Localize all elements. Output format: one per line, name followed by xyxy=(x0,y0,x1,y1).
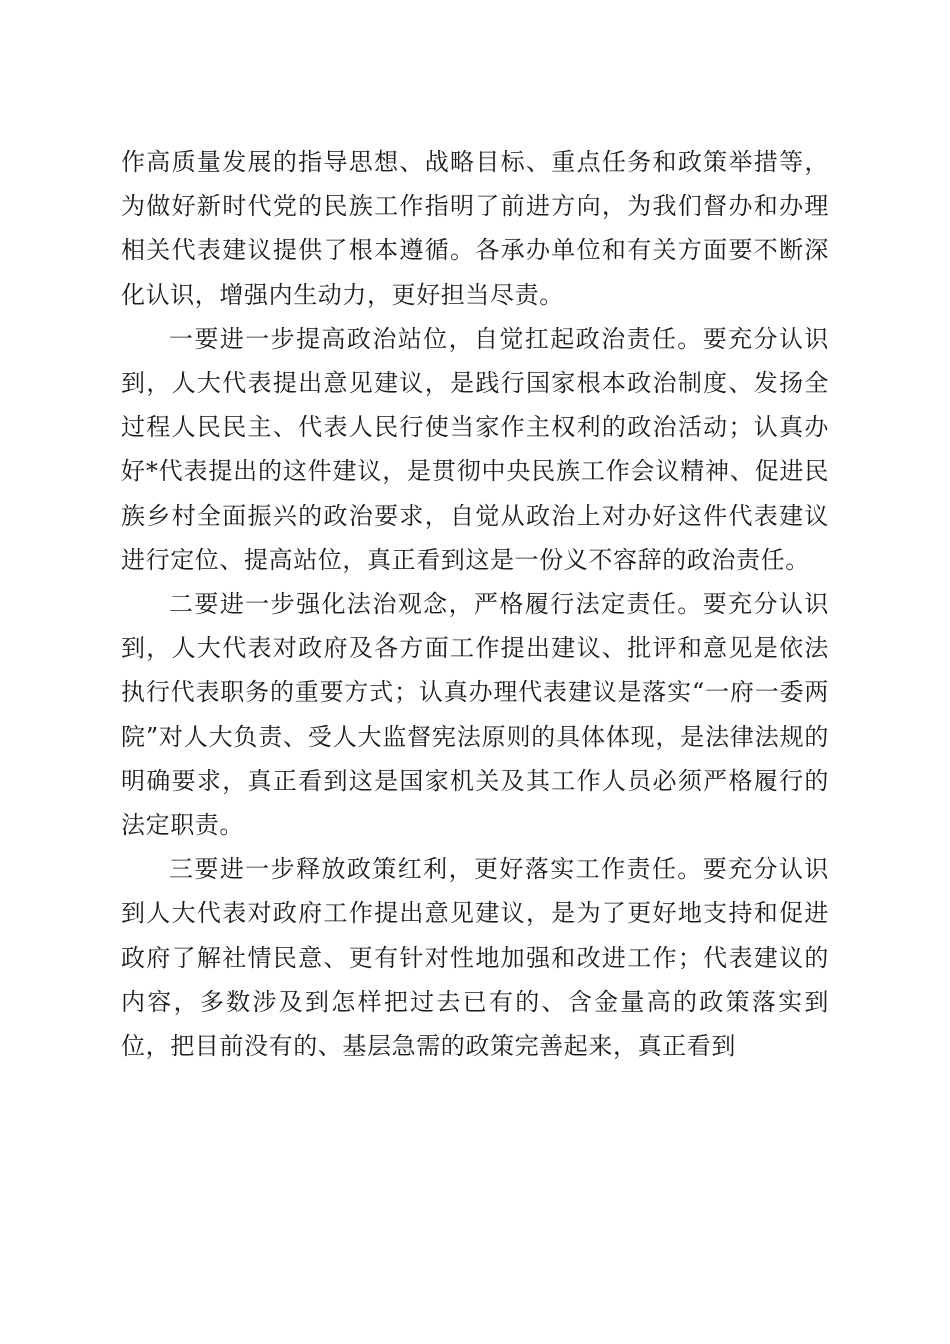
paragraph-point-three: 三要进一步释放政策红利，更好落实工作责任。要充分认识到人大代表对政府工作提出意见建议，是为了更好地支持和促进政府了解社情民意、更有针对性地加强和改进工作；代表建议的内容，多数涉及到怎样把过去已有的、含金量高的政策落实到位，把目前没有的、基层急需的政策完善起来，真正看到 xyxy=(121,855,829,1061)
paragraph-point-one: 一要进一步提高政治站位，自觉扛起政治责任。要充分认识到，人大代表提出意见建议，是践行国家根本政治制度、发扬全过程人民民主、代表人民行使当家作主权利的政治活动；认真办好*代表提出的这件建议，是贯彻中央民族工作会议精神、促进民族乡村全面振兴的政治要求，自觉从政治上对办好这件代表建议进行定位、提高站位，真正看到这是一份义不容辞的政治责任。 xyxy=(121,324,829,574)
paragraph-continuation: 作高质量发展的指导思想、战略目标、重点任务和政策举措等，为做好新时代党的民族工作指明了前进方向，为我们督办和办理相关代表建议提供了根本遵循。各承办单位和有关方面要不断深化认识，增强内生动力，更好担当尽责。 xyxy=(121,148,829,309)
paragraph-point-two: 二要进一步强化法治观念，严格履行法定责任。要充分认识到，人大代表对政府及各方面工作提出建议、批评和意见是依法执行代表职务的重要方式；认真办理代表建议是落实“一府一委两院”对人大负责、受人大监督宪法原则的具体体现，是法律法规的明确要求，真正看到这是国家机关及其工作人员必须严格履行的法定职责。 xyxy=(121,590,829,840)
document-page xyxy=(121,140,829,1068)
